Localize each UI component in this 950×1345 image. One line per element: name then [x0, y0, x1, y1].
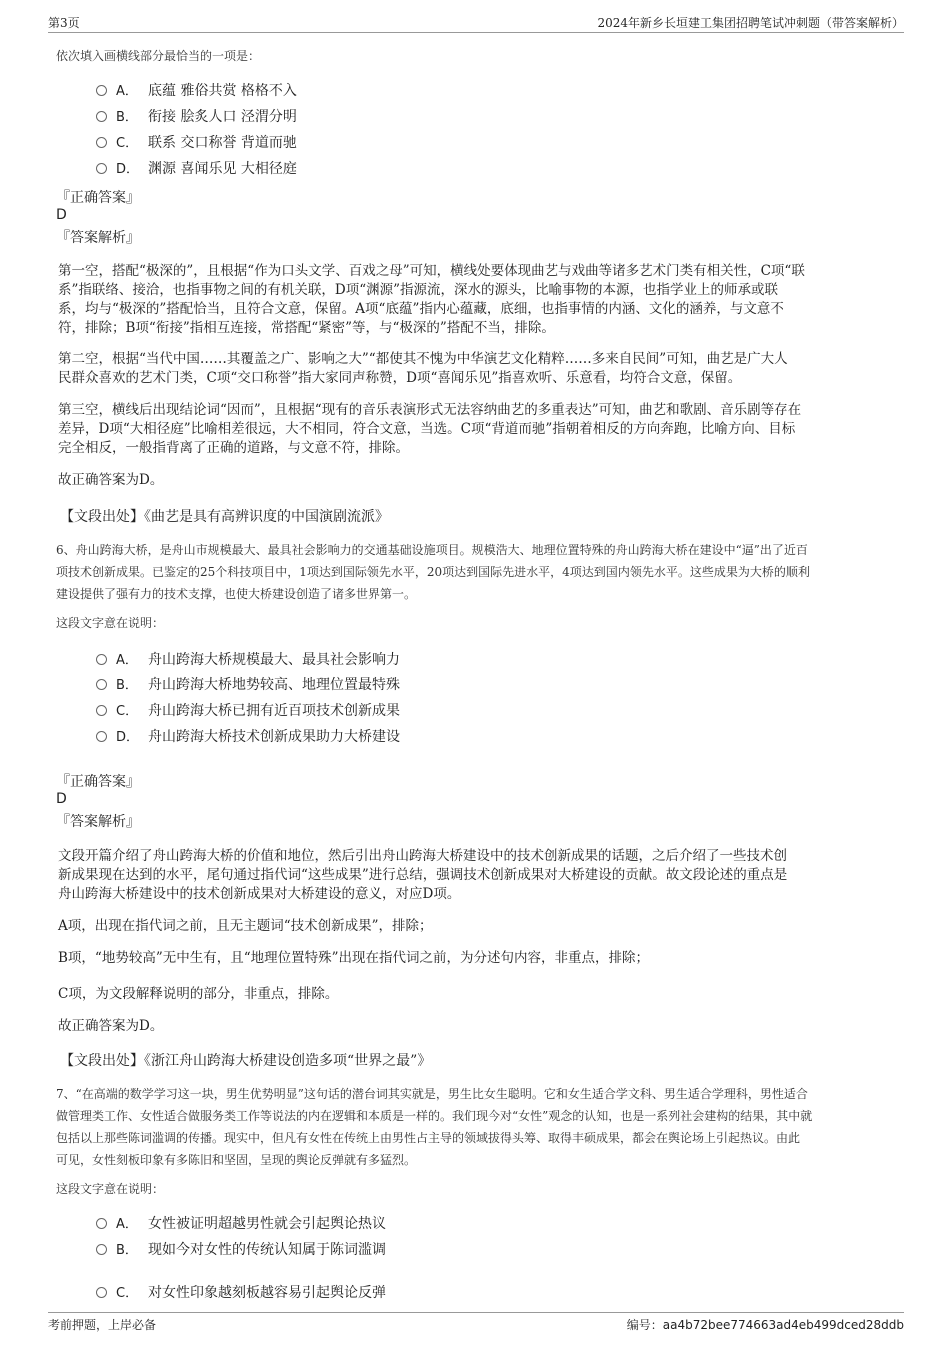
- footer-slogan: 考前押题，上岸必备: [48, 1318, 157, 1332]
- radio-button[interactable]: [96, 679, 107, 690]
- q6-analysis-label: 『答案解析』: [56, 814, 140, 830]
- q5-prompt: 依次填入画横线部分最恰当的一项是：: [56, 49, 261, 63]
- q5-analysis-para3: 第三空，横线后出现结论词“因而”，且根据“现有的音乐表演形式无法容纳曲艺的多重表达”可知，曲艺和歌剧、音乐剧等存在 差异，D项“大相径庭”比喻相差很远，大不相同，符合文意，当选。C项“背道而驰”指朝着相反的方向奔跑，比喻方向、目标 完全相反，一般指背离了正确的道路，与文意不符，排除。: [58, 402, 802, 456]
- q6-conclusion: 故正确答案为D。: [58, 1018, 164, 1034]
- q6-option-c-analysis: C项，为文段解释说明的部分，非重点，排除。: [58, 986, 339, 1002]
- q6-prompt: 这段文字意在说明：: [56, 616, 165, 630]
- q6-answer-label: 『正确答案』: [56, 774, 140, 790]
- q5-option-d[interactable]: D． 渊源 喜闻乐见 大相径庭: [96, 159, 297, 179]
- q6-option-a-analysis: A项，出现在指代词之前，且无主题词“技术创新成果”，排除；: [58, 918, 433, 934]
- q6-option-c[interactable]: C． 舟山跨海大桥已拥有近百项技术创新成果: [96, 701, 400, 721]
- q6-option-b[interactable]: B． 舟山跨海大桥地势较高、地理位置最特殊: [96, 675, 400, 695]
- q5-answer-label: 『正确答案』: [56, 190, 140, 206]
- q5-option-c[interactable]: C． 联系 交口称誉 背道而驰: [96, 133, 297, 153]
- q5-analysis-para1: 第一空，搭配“极深的”，且根据“作为口头文学、百戏之母”可知，横线处要体现曲艺与戏曲等诸多艺术门类有相关性，C项“联 系”指联络、接洽，也指事物之间的有机关联，D项“渊源”指源流，深水的源头，比喻事物的本源，也指学业上的师承或联 系，均与“极深的”搭配恰当，且符合文意，保留。A项“底蕴”指内心蕴藏，底细，也指事情的内涵、文化的涵养，与文意不 符，排除；B项“衔接”指相互连接，常搭配“紧密”等，与“极深的”搭配不当，排除。: [58, 263, 805, 336]
- page-footer: [48, 1312, 904, 1335]
- radio-button[interactable]: [96, 705, 107, 716]
- q6-option-b-analysis: B项，“地势较高”无中生有，且“地理位置特殊”出现在指代词之前，为分述句内容，非重点，排除；: [58, 950, 650, 966]
- q5-analysis-label: 『答案解析』: [56, 230, 140, 246]
- q6-option-d[interactable]: D． 舟山跨海大桥技术创新成果助力大桥建设: [96, 727, 400, 747]
- q5-source: 【文段出处】《曲艺是具有高辨识度的中国演剧流派》: [60, 509, 389, 525]
- q7-option-c[interactable]: C． 对女性印象越刻板越容易引起舆论反弹: [96, 1283, 386, 1303]
- q5-answer: D: [56, 207, 67, 223]
- radio-button[interactable]: [96, 1287, 107, 1298]
- q7-option-a[interactable]: A． 女性被证明超越男性就会引起舆论热议: [96, 1214, 386, 1234]
- radio-button[interactable]: [96, 654, 107, 665]
- radio-button[interactable]: [96, 137, 107, 148]
- radio-button[interactable]: [96, 163, 107, 174]
- page-number: 第3页: [48, 16, 80, 30]
- radio-button[interactable]: [96, 1218, 107, 1229]
- radio-button[interactable]: [96, 1244, 107, 1255]
- q7-prompt: 这段文字意在说明：: [56, 1182, 165, 1196]
- radio-button[interactable]: [96, 85, 107, 96]
- q6-answer: D: [56, 791, 67, 807]
- q5-option-a[interactable]: A． 底蕴 雅俗共赏 格格不入: [96, 81, 297, 101]
- page-header: [48, 12, 904, 33]
- q6-source: 【文段出处】《浙江舟山跨海大桥建设创造多项“世界之最”》: [60, 1053, 432, 1069]
- radio-button[interactable]: [96, 111, 107, 122]
- document-title: 2024年新乡长垣建工集团招聘笔试冲刺题（带答案解析）: [597, 16, 904, 30]
- q6-stem: 6、舟山跨海大桥，是舟山市规模最大、最具社会影响力的交通基础设施项目。规模浩大、地理位置特殊的舟山跨海大桥在建设中“逼”出了近百 项技术创新成果。已鉴定的25个科技项目中，1项达到国际领先水平，20项达到国际先进水平，4项达到国内领先水平。这些成果为大桥的顺利 建设提供了强有力的技术支撑，也使大桥建设创造了诸多世界第一。: [56, 543, 810, 601]
- q6-option-a[interactable]: A． 舟山跨海大桥规模最大、最具社会影响力: [96, 650, 400, 670]
- q5-analysis-para2: 第二空，根据“当代中国……其覆盖之广、影响之大”“都使其不愧为中华演艺文化精粹……多来自民间”可知，曲艺是广大人 民群众喜欢的艺术门类，C项“交口称誉”指大家同声称赞，D项“喜闻乐见”指喜欢听、乐意看，均符合文意，保留。: [58, 351, 788, 386]
- q5-conclusion: 故正确答案为D。: [58, 472, 164, 488]
- q5-option-b[interactable]: B． 衔接 脍炙人口 泾渭分明: [96, 107, 297, 127]
- document-code: 编号：aa4b72bee774663ad4eb499dced28ddb: [626, 1318, 904, 1332]
- q6-analysis-para1: 文段开篇介绍了舟山跨海大桥的价值和地位，然后引出舟山跨海大桥建设中的技术创新成果的话题，之后介绍了一些技术创 新成果现在达到的水平，尾句通过指代词“这些成果”进行总结，强调技术创新成果对大桥建设的贡献。故文段论述的重点是 舟山跨海大桥建设中的技术创新成果对大桥建设的意义，对应D项。: [58, 848, 788, 902]
- q7-stem: 7、“在高端的数学学习这一块，男生优势明显”这句话的潜台词其实就是，男生比女生聪明。它和女生适合学文科、男生适合学理科，男性适合 做管理类工作、女性适合做服务类工作等说法的内在逻辑和本质是一样的。我们现今对“女性”观念的认知，也是一系列社会建构的结果，其中就 包括以上那些陈词滥调的传播。现实中，但凡有女性在传统上由男性占主导的领域拔得头筹、取得丰硕成果，都会在舆论场上引起热议。由此 可见，女性刻板印象有多陈旧和坚固，呈现的舆论反弹就有多猛烈。: [56, 1087, 813, 1167]
- radio-button[interactable]: [96, 731, 107, 742]
- q7-option-b[interactable]: B． 现如今对女性的传统认知属于陈词滥调: [96, 1240, 386, 1260]
